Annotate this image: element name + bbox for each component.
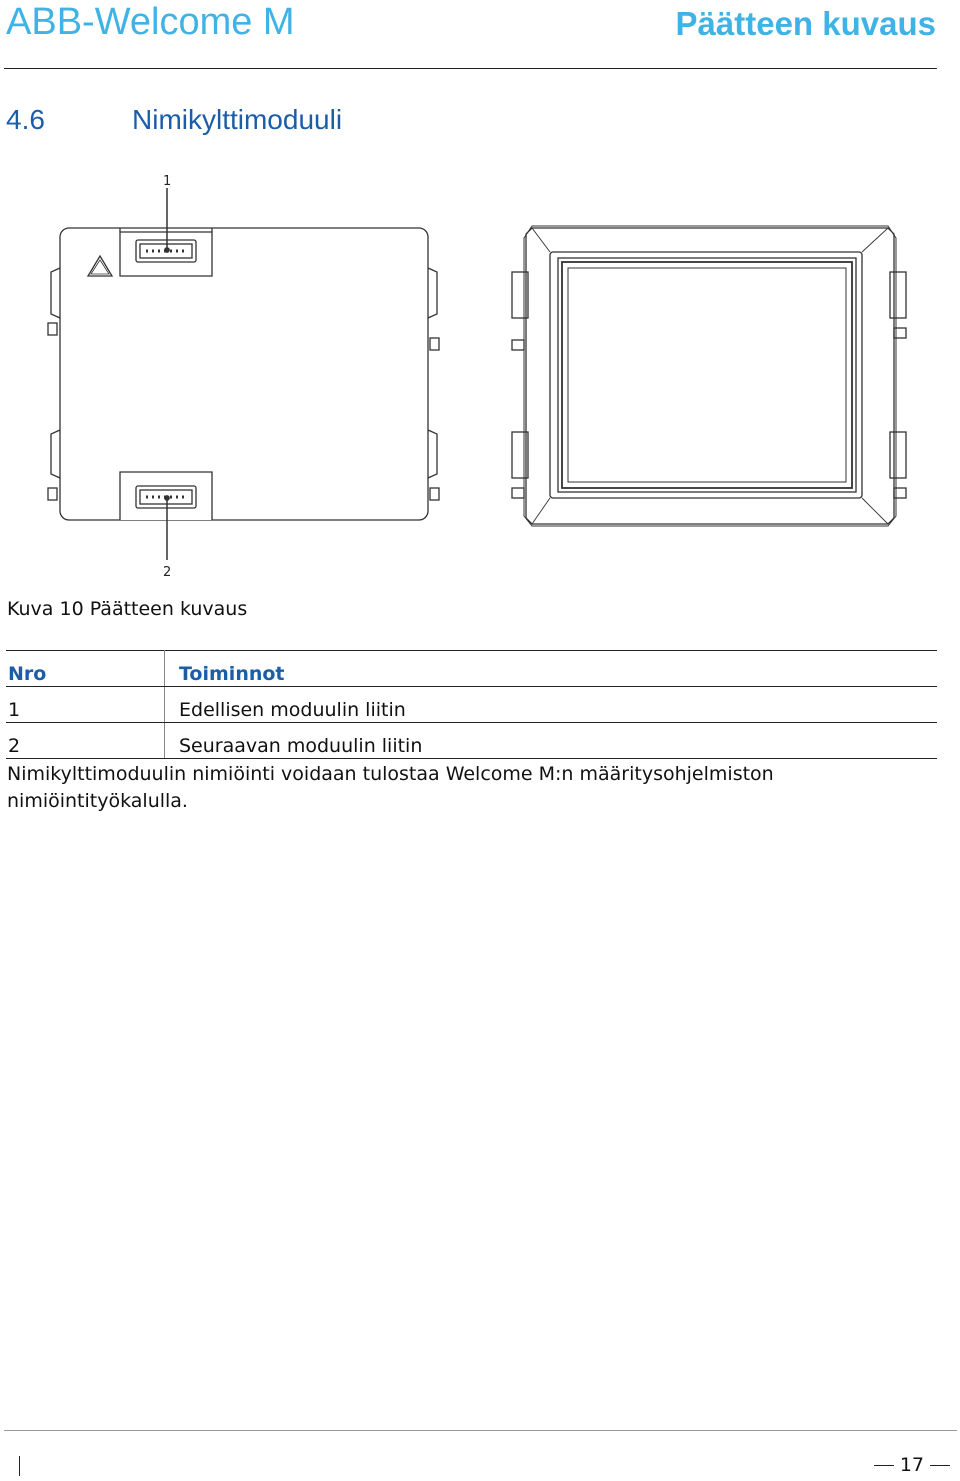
module-front-view bbox=[512, 226, 906, 526]
page-number: 17 bbox=[899, 1454, 924, 1476]
function-table bbox=[6, 650, 937, 759]
section-number: 4.6 bbox=[6, 104, 45, 135]
module-drawing bbox=[40, 168, 920, 584]
footer-dash-right bbox=[930, 1465, 950, 1466]
table-cell-number: 2 bbox=[6, 723, 165, 759]
table-row bbox=[6, 687, 937, 723]
table-cell-function: Seuraavan moduulin liitin bbox=[165, 723, 938, 759]
table-row bbox=[6, 723, 937, 759]
footer-rule bbox=[4, 1430, 957, 1431]
header-rule bbox=[4, 68, 937, 69]
header-product-name: ABB-Welcome M bbox=[6, 1, 295, 43]
warning-triangle-icon bbox=[88, 256, 112, 276]
body-paragraph: Nimikylttimoduulin nimiöinti voidaan tulostaa Welcome M:n määritysohjelmiston nimiöintityökalulla. bbox=[7, 763, 774, 812]
header-chapter-title: Päätteen kuvaus bbox=[675, 5, 936, 42]
table-header-row bbox=[6, 651, 937, 687]
table-header-nro: Nro bbox=[6, 651, 165, 687]
section-title: Nimikylttimoduuli bbox=[132, 104, 343, 135]
footer-dash-left bbox=[874, 1465, 894, 1466]
section-heading bbox=[6, 102, 342, 138]
module-back-view bbox=[48, 228, 439, 520]
figure-caption: Kuva 10 Päätteen kuvaus bbox=[7, 598, 248, 620]
callout-number-1: 1 bbox=[163, 174, 172, 189]
callout-number-2: 2 bbox=[163, 565, 172, 580]
table-cell-function: Edellisen moduulin liitin bbox=[165, 687, 938, 723]
footer-page-number bbox=[868, 1453, 956, 1477]
table-header-toiminnot: Toiminnot bbox=[165, 651, 938, 687]
footer-left-bar bbox=[19, 1456, 20, 1476]
module-figure bbox=[40, 168, 920, 584]
table-cell-number: 1 bbox=[6, 687, 165, 723]
